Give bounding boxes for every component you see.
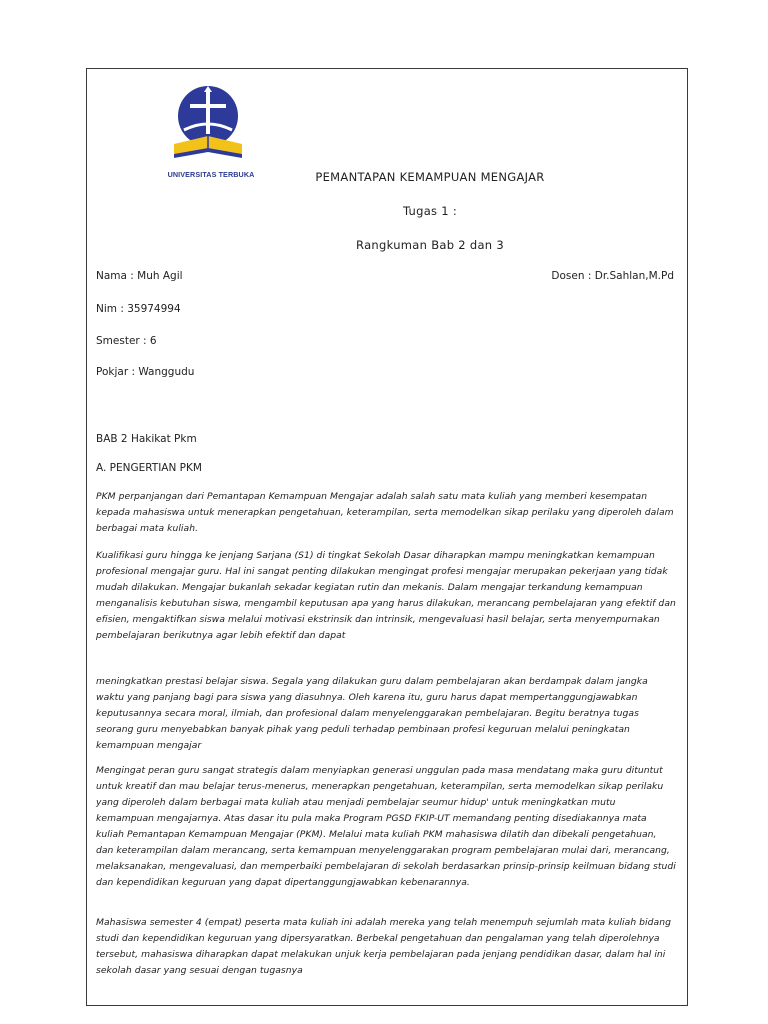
- paragraph-5: Mahasiswa semester 4 (empat) peserta mata kuliah ini adalah mereka yang telah menempuh sejumlah mata kuliah bidang studi dan kependidikan keguruan yang dipersyaratkan. Berbekal pengetahuan dan pengalaman yang telah diperolehnya tersebut, mahasiswa diharapkan dapat melakukan unjuk kerja pembelajaran pada jenjang pendidikan dasar, dalam hal ini sekolah dasar yang sesuai dengan tugasnya: [96, 917, 671, 976]
- logo-text: UNIVERSITAS TERBUKA: [167, 170, 255, 179]
- university-logo: [166, 78, 256, 180]
- student-name: Nama : Muh Agil: [96, 270, 183, 282]
- lecturer-name: Dosen : Dr.Sahlan,M.Pd: [551, 270, 674, 282]
- document-title: PEMANTAPAN KEMAMPUAN MENGAJAR: [315, 170, 545, 184]
- assignment-label: Tugas 1 :: [402, 204, 458, 218]
- logo-emblem-icon: [166, 78, 256, 168]
- student-pokjar: Pokjar : Wanggudu: [96, 366, 195, 378]
- section-heading: A. PENGERTIAN PKM: [96, 462, 202, 474]
- paragraph-3: meningkatkan prestasi belajar siswa. Segala yang dilakukan guru dalam pembelajaran akan berdampak dalam jangka waktu yang panjang bagi para siswa yang diasuhnya. Oleh karena itu, guru harus dapat mempertanggungjawabkan keputusannya secara moral, ilmiah, dan profesional dalam menyelenggarakan pembelajaran. Begitu beratnya tugas seorang guru menyebabkan banyak pihak yang peduli terhadap pembinaan profesi keguruan melalui peningkatan kemampuan mengajar: [96, 676, 648, 751]
- paragraph-2: Kualifikasi guru hingga ke jenjang Sarjana (S1) di tingkat Sekolah Dasar diharapkan mampu meningkatkan kemampuan profesional mengajar guru. Hal ini sangat penting dilakukan mengingat profesi mengajar merupakan pekerjaan yang tidak mudah dilakukan. Mengajar bukanlah sekadar kegiatan rutin dan mekanis. Dalam mengajar terkandung kemampuan menganalisis kebutuhan siswa, mengambil keputusan apa yang harus dilakukan, merancang pembelajaran yang efektif dan efisien, mengaktifkan siswa melalui motivasi ekstrinsik dan intrinsik, mengevaluasi hasil belajar, serta menyempurnakan pembelajaran berikutnya agar lebih efektif dan dapat: [96, 550, 676, 641]
- student-semester: Smester : 6: [96, 335, 157, 347]
- paragraph-1: PKM perpanjangan dari Pemantapan Kemampuan Mengajar adalah salah satu mata kuliah yang memberi kesempatan kepada mahasiswa untuk menerapkan pengetahuan, keterampilan, serta memodelkan sikap perilaku yang diperoleh dalam berbagai mata kuliah.: [96, 491, 674, 534]
- chapter-heading: BAB 2 Hakikat Pkm: [96, 433, 197, 445]
- student-nim: Nim : 35974994: [96, 303, 181, 315]
- document-subtitle: Rangkuman Bab 2 dan 3: [356, 238, 504, 252]
- paragraph-4: Mengingat peran guru sangat strategis dalam menyiapkan generasi unggulan pada masa mendatang maka guru dituntut untuk kreatif dan mau belajar terus-menerus, menerapkan pengetahuan, keterampilan, serta memodelkan sikap perilaku yang diperoleh dalam berbagai mata kuliah atau menjadi pembelajar seumur hidup' untuk meningkatkan mutu kemampuan mengajarnya. Atas dasar itu pula maka Program PGSD FKIP-UT memandang penting disediakannya mata kuliah Pemantapan Kemampuan Mengajar (PKM). Melalui mata kuliah PKM mahasiswa dilatih dan dibekali pengetahuan, dan keterampilan dalam merancang, serta kemampuan menyelenggarakan program pembelajaran mulai dari, merancang, melaksanakan, mengevaluasi, dan memperbaiki pembelajaran di sekolah berdasarkan prinsip-prinsip keilmuan bidang studi dan kependidikan keguruan yang dapat dipertanggungjawabkan kebenarannya.: [96, 765, 676, 888]
